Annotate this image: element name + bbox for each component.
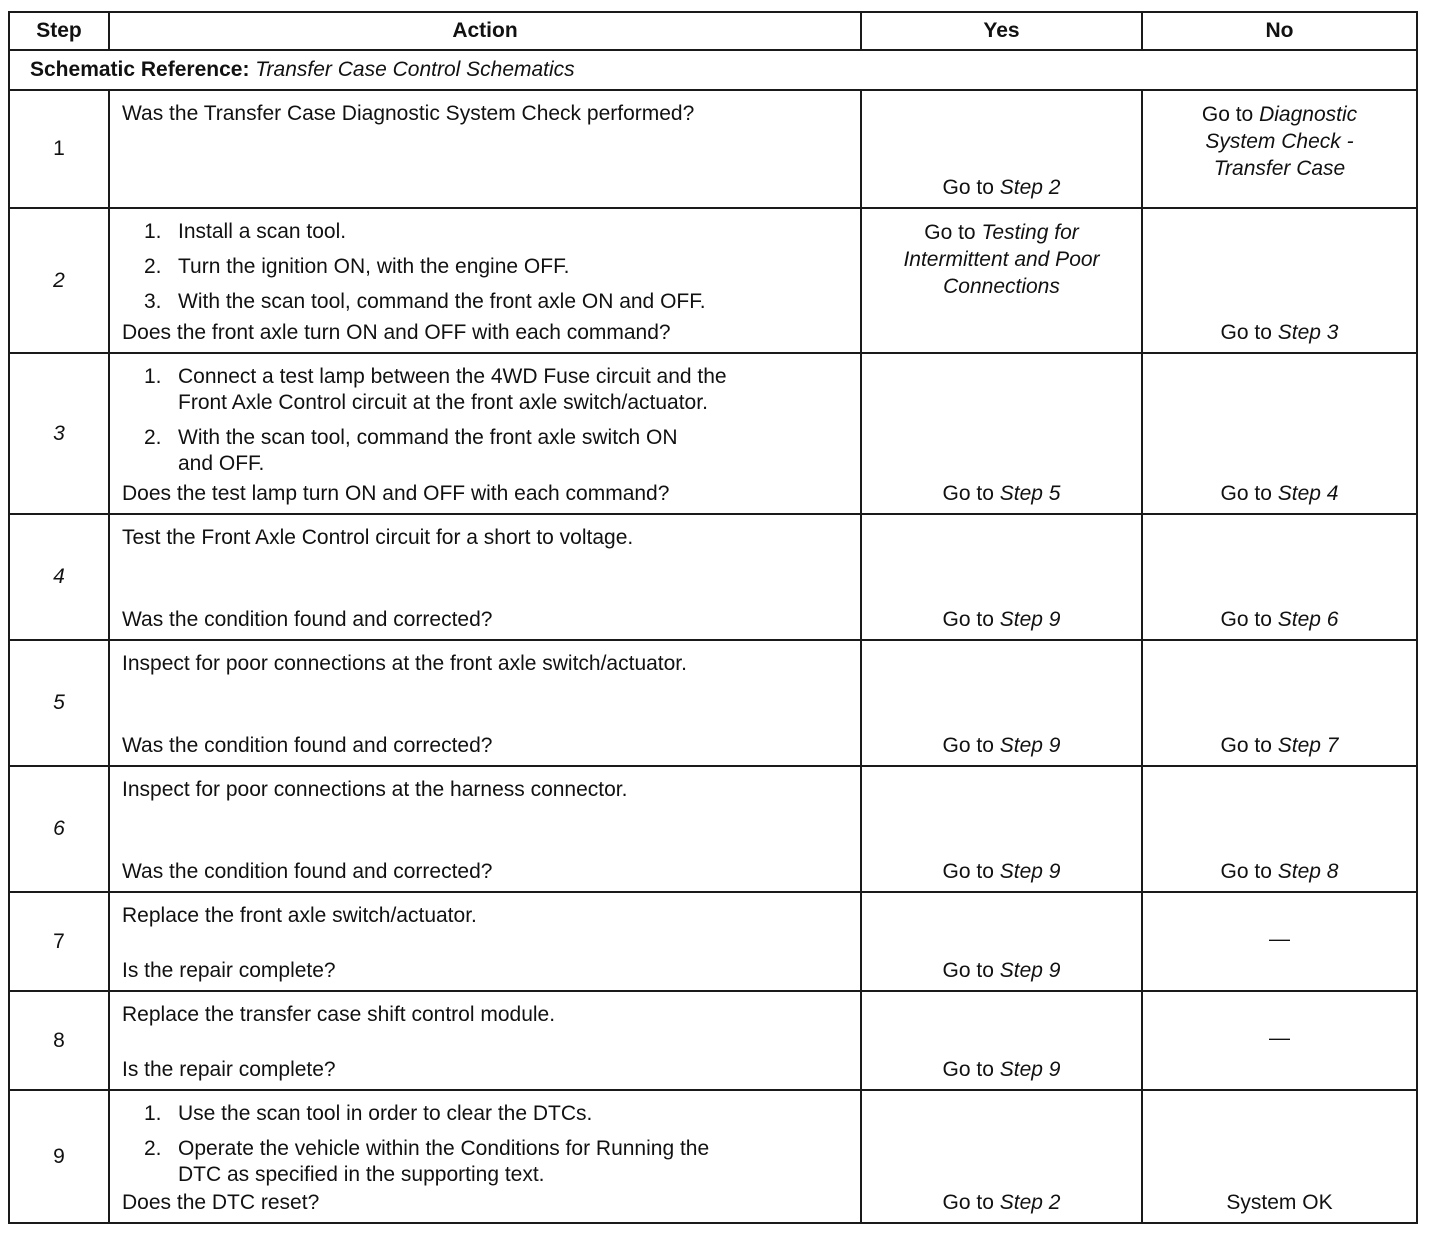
yes-link[interactable]: Step 9 bbox=[999, 959, 1061, 982]
table-row bbox=[9, 892, 1417, 991]
no-result: Go to Step 6 bbox=[1220, 608, 1339, 631]
action-question: Does the front axle turn ON and OFF with each command? bbox=[122, 321, 671, 344]
action-question: Is the repair complete? bbox=[122, 1058, 336, 1081]
yes-cell bbox=[861, 766, 1142, 892]
header-step: Step bbox=[9, 12, 109, 50]
action-cell bbox=[109, 208, 861, 353]
table-row bbox=[9, 1090, 1417, 1223]
action-cell bbox=[109, 640, 861, 766]
action-cell bbox=[109, 353, 861, 514]
schematic-reference bbox=[9, 50, 1417, 90]
table-row bbox=[9, 90, 1417, 208]
header-row bbox=[9, 12, 1417, 50]
no-cell bbox=[1142, 514, 1417, 640]
action-cell bbox=[109, 991, 861, 1090]
action-steps bbox=[122, 1101, 848, 1188]
action-cell bbox=[109, 766, 861, 892]
yes-result: Go to Step 9 bbox=[942, 734, 1061, 757]
action-question: Does the test lamp turn ON and OFF with each command? bbox=[122, 482, 670, 505]
yes-link[interactable]: Step 2 bbox=[999, 1191, 1061, 1214]
no-cell bbox=[1142, 1090, 1417, 1223]
yes-cell bbox=[861, 640, 1142, 766]
step-number: 5 bbox=[9, 640, 109, 766]
action-cell bbox=[109, 892, 861, 991]
action-text: Inspect for poor connections at the front axle switch/actuator. bbox=[122, 652, 687, 675]
yes-link[interactable]: Step 9 bbox=[999, 608, 1061, 631]
step-number: 8 bbox=[9, 991, 109, 1090]
no-cell bbox=[1142, 640, 1417, 766]
action-cell bbox=[109, 90, 861, 208]
step-number: 6 bbox=[9, 766, 109, 892]
yes-cell bbox=[861, 514, 1142, 640]
no-result: Go to Step 7 bbox=[1220, 734, 1339, 757]
yes-result: Go to Step 9 bbox=[942, 959, 1061, 982]
action-cell bbox=[109, 514, 861, 640]
no-link[interactable]: Step 8 bbox=[1277, 860, 1339, 883]
no-link[interactable]: Step 6 bbox=[1277, 608, 1339, 631]
action-text: Was the Transfer Case Diagnostic System Check performed? bbox=[122, 102, 695, 125]
yes-cell bbox=[861, 892, 1142, 991]
diagnostic-table bbox=[8, 11, 1418, 1224]
schematic-row bbox=[9, 50, 1417, 90]
action-question: Was the condition found and corrected? bbox=[122, 734, 493, 757]
no-link[interactable]: Step 3 bbox=[1277, 321, 1339, 344]
table-row bbox=[9, 991, 1417, 1090]
action-text: Replace the transfer case shift control module. bbox=[122, 1003, 556, 1026]
header-no: No bbox=[1142, 12, 1417, 50]
step-number: 2 bbox=[9, 208, 109, 353]
action-text: Inspect for poor connections at the harness connector. bbox=[122, 778, 628, 801]
no-cell bbox=[1142, 991, 1417, 1090]
list-item: 1. Use the scan tool in order to clear the DTCs. bbox=[144, 1102, 593, 1125]
schematic-link[interactable]: Transfer Case Control Schematics bbox=[255, 58, 575, 81]
no-result: — bbox=[1269, 926, 1290, 950]
no-link[interactable]: Diagnostic bbox=[1259, 103, 1358, 126]
action-question: Was the condition found and corrected? bbox=[122, 860, 493, 883]
no-result: Go to Step 8 bbox=[1220, 860, 1339, 883]
yes-result: Go to Step 5 bbox=[942, 482, 1061, 505]
schematic-label: Schematic Reference: bbox=[30, 58, 250, 81]
action-steps bbox=[122, 364, 848, 477]
no-result: Go to Step 4 bbox=[1220, 482, 1339, 505]
no-result: — bbox=[1269, 1025, 1290, 1049]
no-result: System OK bbox=[1226, 1191, 1333, 1214]
action-text: Test the Front Axle Control circuit for a short to voltage. bbox=[122, 526, 634, 549]
yes-result: Go to Step 9 bbox=[942, 1058, 1061, 1081]
table-row bbox=[9, 514, 1417, 640]
yes-cell bbox=[861, 208, 1142, 353]
yes-result: Go to Testing for Intermittent and Poor Connections bbox=[903, 221, 1100, 298]
list-item: 1. Connect a test lamp between the 4WD Fuse circuit and the Front Axle Control circuit at the front axle switch/actuator. bbox=[144, 365, 727, 414]
header-action: Action bbox=[109, 12, 861, 50]
yes-result: Go to Step 9 bbox=[942, 860, 1061, 883]
table-row bbox=[9, 766, 1417, 892]
step-number: 4 bbox=[9, 514, 109, 640]
yes-result: Go to Step 2 bbox=[942, 176, 1061, 199]
step-number: 9 bbox=[9, 1090, 109, 1223]
table-row bbox=[9, 208, 1417, 353]
action-steps bbox=[122, 219, 848, 315]
step-number: 7 bbox=[9, 892, 109, 991]
yes-link[interactable]: Testing for bbox=[981, 221, 1079, 244]
no-cell bbox=[1142, 766, 1417, 892]
yes-cell bbox=[861, 991, 1142, 1090]
yes-link[interactable]: Step 2 bbox=[999, 176, 1061, 199]
yes-link[interactable]: Step 9 bbox=[999, 734, 1061, 757]
no-link[interactable]: Step 7 bbox=[1277, 734, 1339, 757]
no-link[interactable]: Step 4 bbox=[1277, 482, 1339, 505]
no-result: Go to Diagnostic System Check - Transfer Case bbox=[1201, 103, 1358, 180]
action-question: Was the condition found and corrected? bbox=[122, 608, 493, 631]
yes-cell bbox=[861, 1090, 1142, 1223]
list-item: 1. Install a scan tool. bbox=[144, 220, 347, 243]
action-question: Does the DTC reset? bbox=[122, 1191, 320, 1214]
list-item: 2. With the scan tool, command the front axle switch ON and OFF. bbox=[144, 426, 678, 475]
no-result: Go to Step 3 bbox=[1220, 321, 1339, 344]
action-text: Replace the front axle switch/actuator. bbox=[122, 904, 477, 927]
list-item: 2. Turn the ignition ON, with the engine OFF. bbox=[144, 255, 570, 278]
no-cell bbox=[1142, 353, 1417, 514]
step-number: 3 bbox=[9, 353, 109, 514]
action-question: Is the repair complete? bbox=[122, 959, 336, 982]
yes-link[interactable]: Step 5 bbox=[999, 482, 1061, 505]
no-cell bbox=[1142, 90, 1417, 208]
yes-result: Go to Step 9 bbox=[942, 608, 1061, 631]
list-item: 3. With the scan tool, command the front axle ON and OFF. bbox=[144, 290, 706, 313]
table-row bbox=[9, 353, 1417, 514]
yes-cell bbox=[861, 90, 1142, 208]
yes-cell bbox=[861, 353, 1142, 514]
table-row bbox=[9, 640, 1417, 766]
header-yes: Yes bbox=[861, 12, 1142, 50]
yes-link[interactable]: Step 9 bbox=[999, 1058, 1061, 1081]
yes-result: Go to Step 2 bbox=[942, 1191, 1061, 1214]
step-number: 1 bbox=[9, 90, 109, 208]
list-item: 2. Operate the vehicle within the Conditions for Running the DTC as specified in the supporting text. bbox=[144, 1137, 710, 1186]
no-cell bbox=[1142, 208, 1417, 353]
yes-link[interactable]: Step 9 bbox=[999, 860, 1061, 883]
action-cell bbox=[109, 1090, 861, 1223]
no-cell bbox=[1142, 892, 1417, 991]
